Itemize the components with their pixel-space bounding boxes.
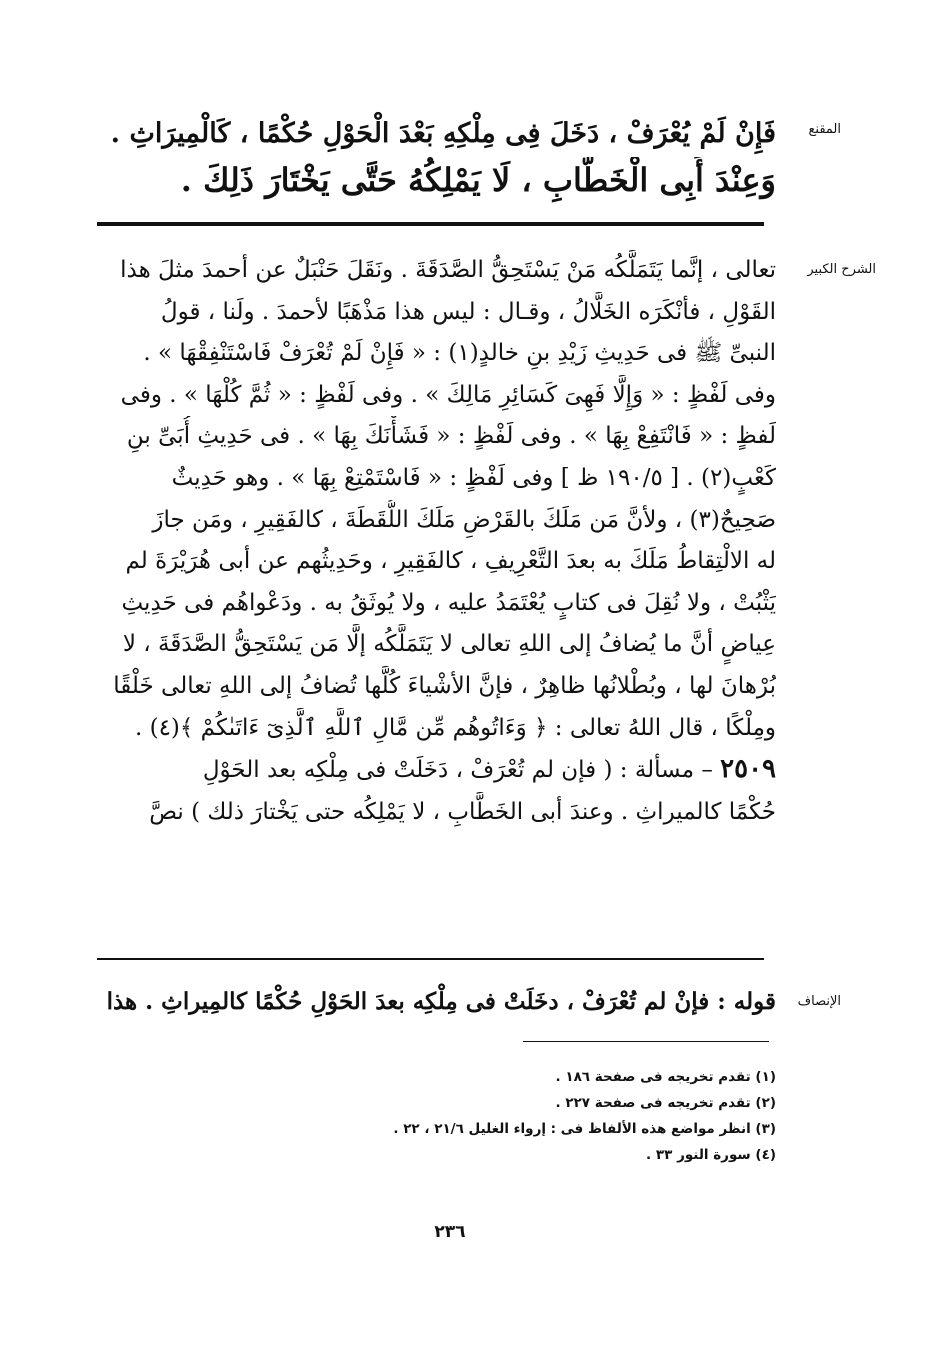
sharh-line: بُرْهانَ لها ، وبُطْلانُها ظاهِرٌ ، فإنَّ الأشْياءَ كُلَّها تُضافُ إلى اللهِ تعالى خَلْقًا [113,672,776,699]
footnote-3: (٣) انظر مواضع هذه الألفاظ فى : إرواء الغليل ٢١/٦ ، ٢٢ . [393,1121,776,1137]
sharh-line: النبىِّ ﷺ فى حَدِيثِ زَيْدِ بنِ خالدٍ(١) : « فَإِنْ لَمْ تُعْرَفْ فَاسْتَنْفِقْهَا » . [143,340,776,367]
sharh-line: يَثْبُتْ ، ولا نُقِلَ فى كتابٍ يُعْتَمَدُ عليه ، ولا يُوثَقُ به . ودَعْواهُم فى حَدِيثِ [121,589,776,616]
insaf-line: قوله : فإنْ لم تُعْرَفْ ، دخَلَتْ فى مِلْكِه بعدَ الحَوْلِ حُكْمًا كالمِيراثِ . هذا [106,988,776,1015]
page-number: ٢٣٦ [434,1222,466,1242]
masala-heading-line [100,749,776,792]
masala-number: ٢٥٠٩ [720,754,776,785]
masala-text: – مسألة : ( فإن لم تُعْرَفْ ، دَخَلَتْ فى مِلْكِه بعد الحَوْلِ [202,757,713,784]
insaf-margin-label: الإنصاف [797,994,841,1009]
sharh-line: تعالى ، إنَّما يَتَمَلَّكُه مَنْ يَسْتَحِقُّ الصَّدَقَةَ . ونَقَلَ حَنْبَلٌ عن أحمدَ مثلَ هذا [120,257,776,283]
footnote-1: (١) تقدم تخريجه فى صفحة ١٨٦ . [555,1069,776,1085]
footnote-4: (٤) سورة النور ٣٣ . [646,1147,776,1163]
section-divider-thick [97,222,764,226]
sharh-line: القَوْلِ ، فأنْكَرَه الخَلَّالُ ، وقـال : ليس هذا مَذْهَبًا لأحمدَ . ولَنا ، قولُ [160,298,776,325]
sharh-margin-label: الشرح الكبير [807,262,876,277]
footnotes [380,1064,776,1168]
footnote-separator [523,1041,769,1042]
sharh-line: له الالْتِقاطُ مَلَكَ به بعدَ التَّعْرِيفِ ، كالفَقِيرِ ، وحَدِيثُهم عن أبى هُرَيْرَةَ لم [125,548,776,575]
section-divider-thin [97,958,764,960]
sharh-line: صَحِيحٌ(٣) ، ولأنَّ مَن مَلَكَ بالقَرْضِ مَلَكَ اللُّقَطَةَ ، كالفَقِيرِ ، ومَن جازَ [152,506,776,533]
footnote-2: (٢) تقدم تخريجه فى صفحة ٢٢٧ . [555,1095,776,1111]
muqni-line-1: فَإِنْ لَمْ يُعْرَفْ ، دَخَلَ فِى مِلْكِهِ بَعْدَ الْحَوْلِ حُكْمًا ، كَالْمِيرَاثِ . [110,118,776,149]
sharh-line: لَفظٍ : « فَانْتَفِعْ بِهَا » . وفى لَفْظٍ : « فَشَأْنَكَ بِهَا » . فى حَدِيثِ أُبَىِّ بنِ [126,423,776,450]
sharh-line: ومِلْكًا ، قال اللهُ تعالى : ﴿ وَءَاتُوهُم مِّن مَّالِ ٱللَّهِ ٱلَّذِىٓ ءَاتَىٰكُمْ ﴾(٤) . [134,714,776,741]
sharh-line: كَعْبٍ(٢) . [ ١٩٠/٥ ظ ] وفى لَفْظٍ : « فَاسْتَمْتِعْ بِهَا » . وهو حَدِيثٌ [171,464,776,491]
sharh-text [100,250,776,833]
sharh-line: وفى لَفْظٍ : « وَإِلَّا فَهِىَ كَسَائِرِ مَالِكَ » . وفى لَفْظٍ : « ثُمَّ كُلْهَا » . وفى [120,381,776,408]
sharh-line: عِياضٍ أنَّ ما يُضافُ إلى اللهِ تعالى لا يَتَمَلَّكُه إلَّا مَن يَسْتَحِقُّ الصَّدَقَةَ ، لا [122,631,776,658]
muqni-line-2: وَعِنْدَ أَبِى الْخَطَّابِ ، لَا يَمْلِكُهُ حَتَّى يَخْتَارَ ذَلِكَ . [180,161,776,199]
insaf-text [100,982,776,1022]
masala-line: حُكْمًا كالميراثِ . وعندَ أبى الخَطَّابِ ، لا يَمْلِكُه حتى يَخْتارَ ذلك ) نصَّ [149,798,776,825]
muqni-margin-label: المقنع [808,122,841,137]
muqni-text [100,110,776,204]
